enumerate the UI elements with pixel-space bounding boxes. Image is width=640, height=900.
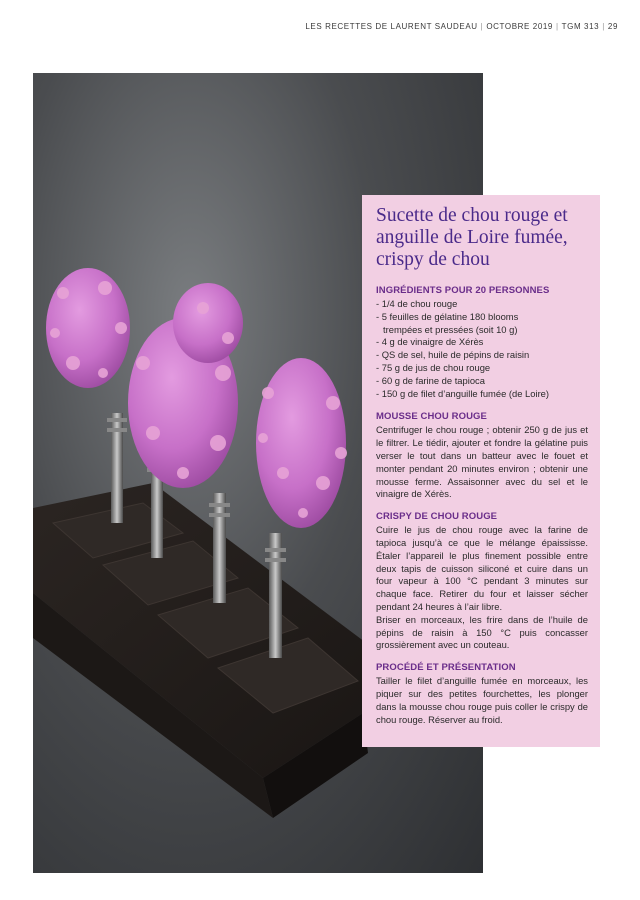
running-header: LES RECETTES DE LAURENT SAUDEAU | OCTOBRE 2019 | TGM 313 | 29 — [305, 22, 618, 31]
page-number: 29 — [607, 22, 618, 31]
crispy-section — [376, 511, 588, 652]
recipe-panel — [362, 195, 600, 747]
mousse-heading: MOUSSE CHOU ROUGE — [376, 411, 487, 423]
ingredient-item: - 4 g de vinaigre de Xérès — [376, 336, 484, 348]
presentation-paragraph: Tailler le filet d’anguille fumée en morceaux, les piquer sur des petites fourchettes, les plonger dans la mousse chou rouge puis coller le crispy de chou rouge. Réserver au froid. — [376, 675, 588, 725]
ingredient-item: - 60 g de farine de tapioca — [376, 374, 485, 386]
ingredient-item: - 5 feuilles de gélatine 180 blooms — [376, 310, 519, 322]
ingredients-section — [376, 285, 588, 400]
presentation-heading: PROCÉDÉ ET PRÉSENTATION — [376, 662, 516, 674]
ingredient-item: - 150 g de filet d’anguille fumée (de Loire) — [376, 387, 550, 399]
crispy-paragraph: Briser en morceaux, les frire dans de l’huile de pépins de raisin à 150 °C puis concasser grossièrement avec un couteau. — [376, 613, 588, 651]
magazine-issue: TGM 313 — [561, 22, 600, 31]
crispy-paragraph: Cuire le jus de chou rouge avec la farine de tapioca jusqu’à ce que le mélange épaississe. Étaler l’appareil le plus finement possible entre deux tapis de cuisson siliconé et cuire dans un four vapeur à 100 °C pendant 3 minutes sur chaque face. Retirer du four et laisser sécher pendant 24 heures à l’air libre. — [376, 524, 588, 612]
ingredient-item-continued: trempées et pressées (soit 10 g) — [383, 323, 518, 335]
ingredient-item: - QS de sel, huile de pépins de raisin — [376, 349, 530, 361]
ingredients-heading: INGRÉDIENTS POUR 20 PERSONNES — [376, 285, 550, 296]
ingredient-item: - 75 g de jus de chou rouge — [376, 361, 491, 373]
recipe-title: Sucette de chou rouge et anguille de Loire fumée, crispy de chou — [376, 205, 568, 270]
ingredient-item: - 1/4 de chou rouge — [376, 298, 458, 309]
ingredient-list — [376, 298, 588, 400]
crispy-heading: CRISPY DE CHOU ROUGE — [376, 511, 498, 523]
lollipops — [46, 268, 347, 528]
wooden-stand — [33, 483, 373, 818]
mousse-paragraph: Centrifuger le chou rouge ; obtenir 250 g de jus et le filtrer. Le tiédir, ajouter et fondre la gélatine puis verser le tout dans un batteur avec le fouet et monter pendant 20 minutes environ ; obtenir une mousse ferme. Assaisonner avec du sel et le vinaigre de Xérès. — [376, 424, 588, 500]
issue-date: OCTOBRE 2019 — [486, 22, 553, 31]
mousse-section — [376, 411, 588, 501]
series-title: LES RECETTES DE LAURENT SAUDEAU — [305, 22, 478, 31]
presentation-section — [376, 662, 588, 726]
